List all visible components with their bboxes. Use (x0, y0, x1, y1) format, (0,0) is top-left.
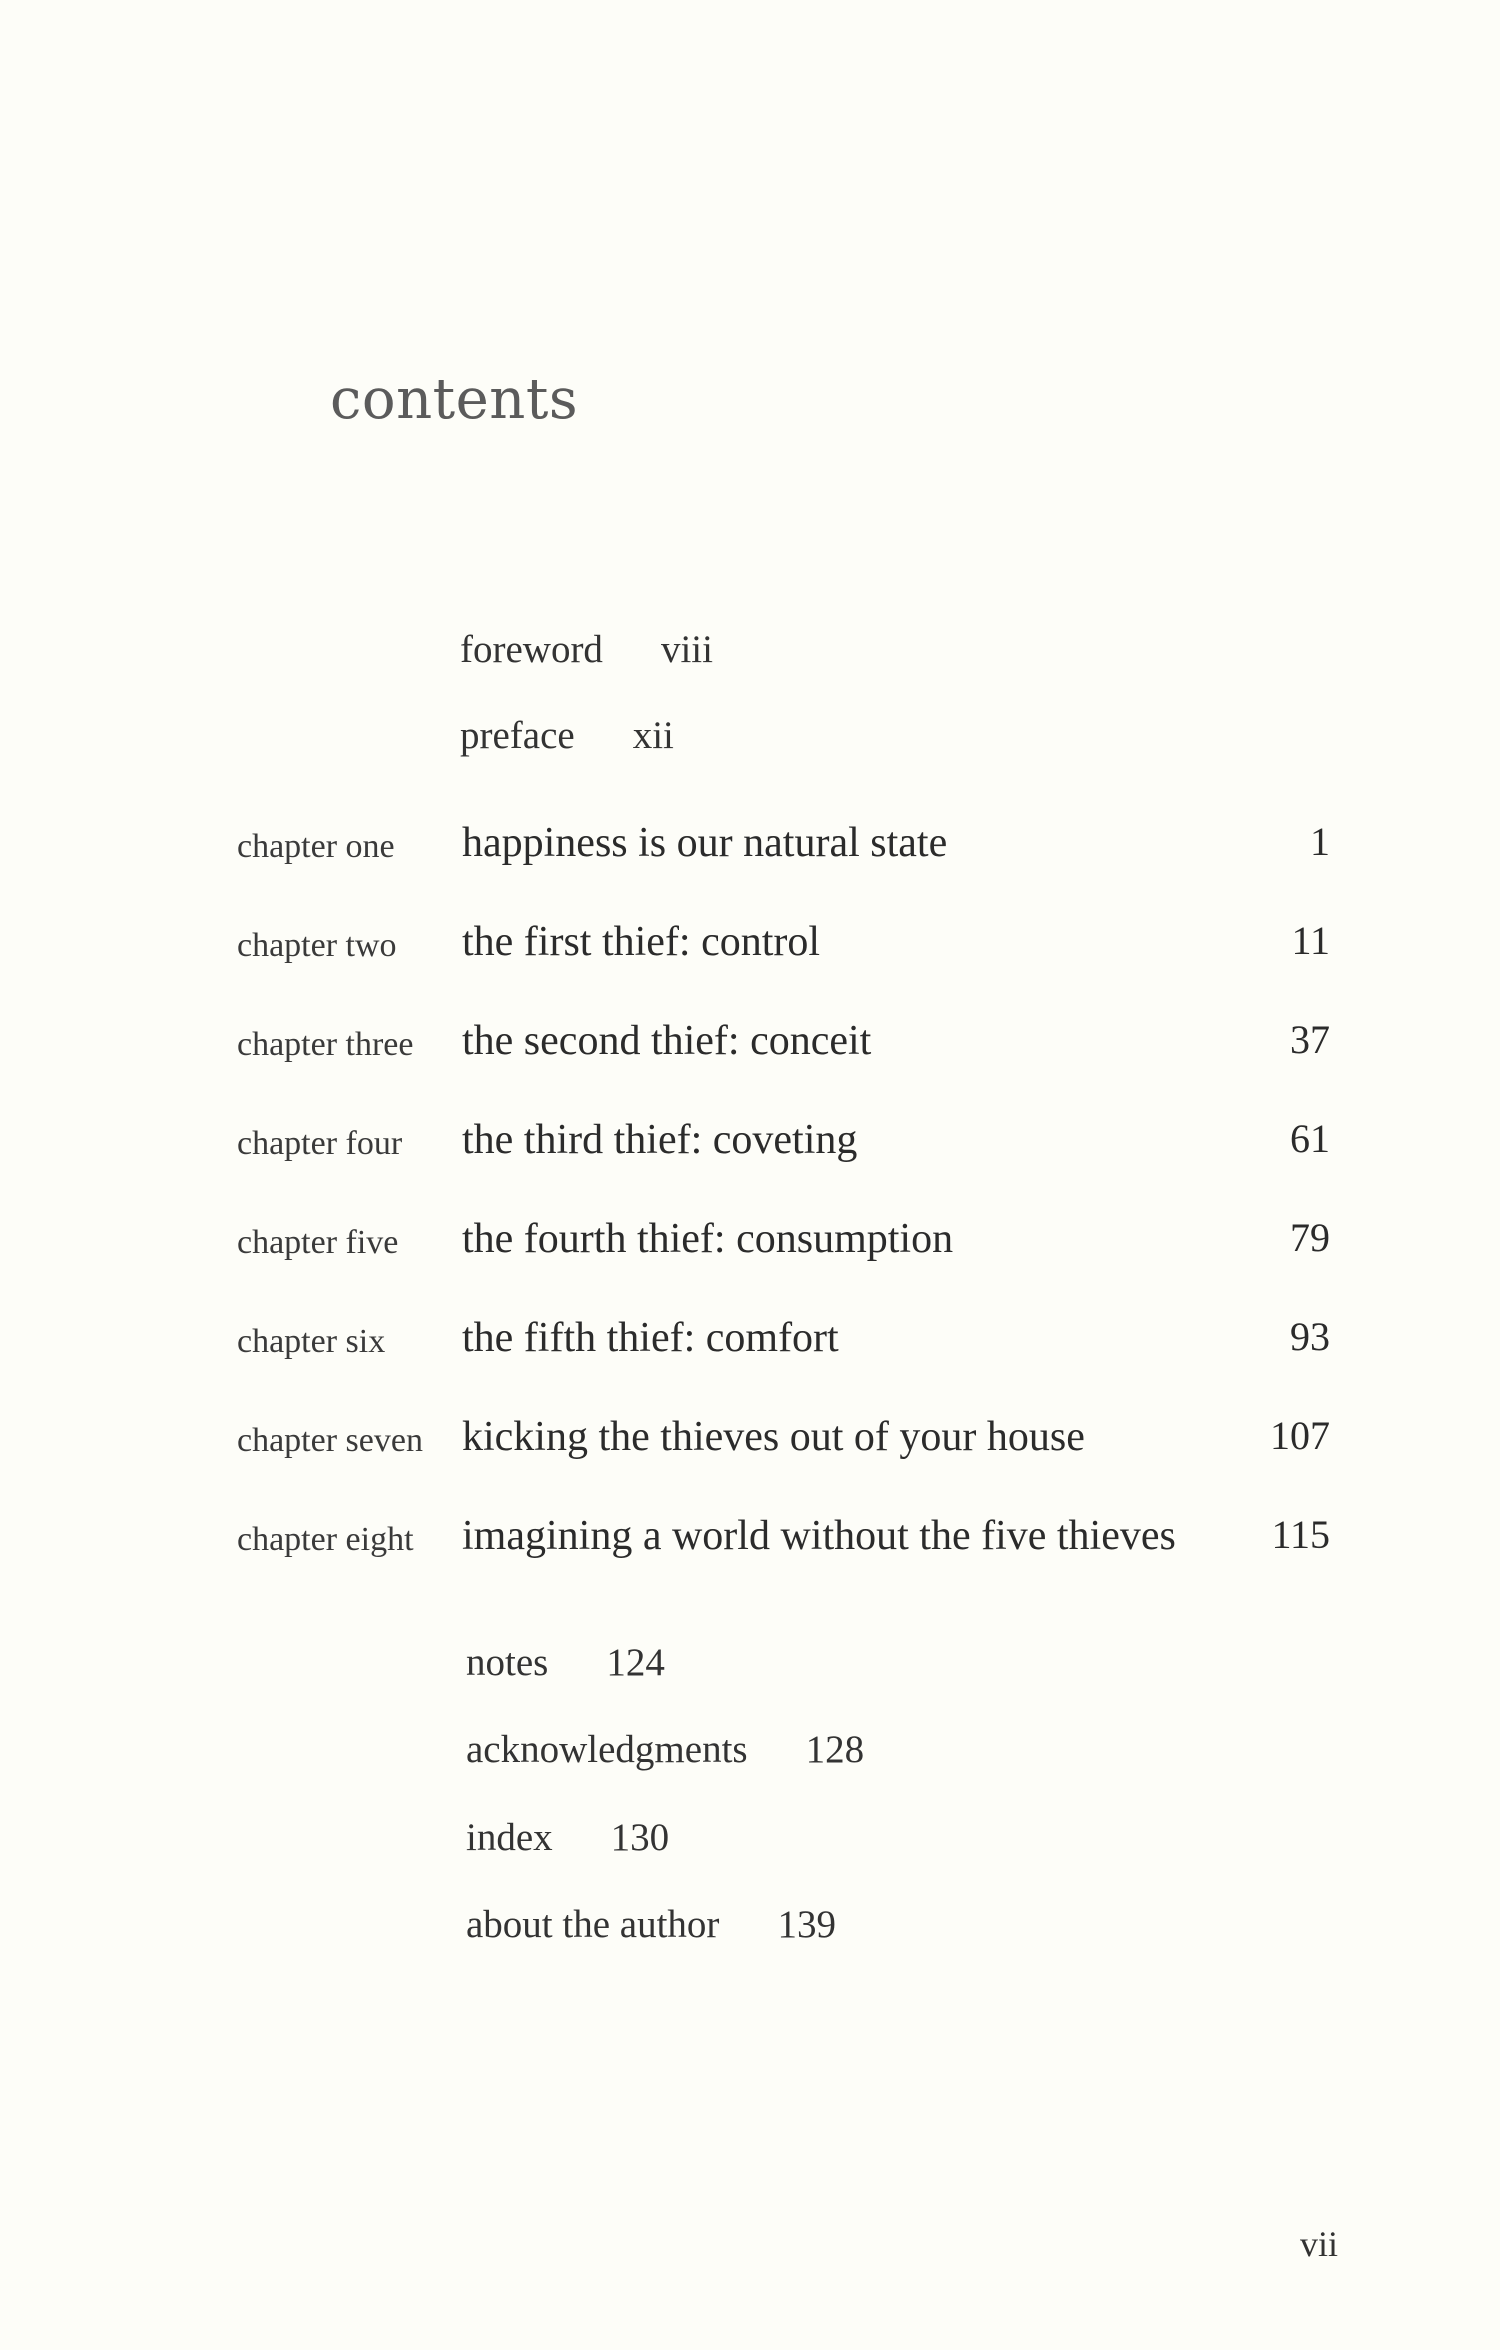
front-matter-item-preface (460, 716, 674, 755)
chapter-title: the second thief: conceit (462, 1018, 872, 1064)
chapter-row (0, 1314, 1500, 1377)
chapter-title: the fifth thief: comfort (462, 1315, 839, 1361)
chapter-title: kicking the thieves out of your house (462, 1414, 1085, 1460)
chapter-row (0, 1512, 1500, 1575)
chapter-label: chapter one (237, 828, 395, 865)
back-matter-item-about-the-author (466, 1905, 836, 1944)
back-matter-label: index (466, 1816, 553, 1859)
back-matter-label: notes (466, 1641, 549, 1684)
back-matter-page: 124 (606, 1641, 665, 1684)
front-matter-label: preface (460, 714, 575, 757)
chapter-page-number: 115 (1271, 1512, 1330, 1557)
back-matter-page: 128 (805, 1728, 865, 1771)
chapter-page-number: 93 (1290, 1314, 1330, 1359)
chapter-page-number: 61 (1290, 1116, 1330, 1161)
back-matter-page: 130 (610, 1816, 670, 1859)
chapter-label: chapter six (237, 1323, 386, 1360)
front-matter-item-foreword (460, 630, 713, 669)
chapter-title: imagining a world without the five thieves (462, 1513, 1176, 1559)
chapter-label: chapter five (237, 1224, 399, 1261)
back-matter-item-notes (466, 1643, 665, 1682)
chapter-title: the third thief: coveting (462, 1117, 858, 1163)
chapter-page-number: 107 (1270, 1413, 1330, 1458)
back-matter-label: acknowledgments (466, 1728, 748, 1771)
chapter-row (0, 1116, 1500, 1179)
chapter-row (0, 1017, 1500, 1080)
chapter-row (0, 918, 1500, 981)
back-matter-page: 139 (777, 1903, 836, 1946)
back-matter-item-acknowledgments (466, 1730, 864, 1769)
chapter-label: chapter four (237, 1125, 403, 1162)
front-matter-page: viii (660, 628, 713, 671)
chapter-page-number: 11 (1291, 918, 1330, 963)
chapter-title: the first thief: control (462, 919, 821, 965)
back-matter-item-index (466, 1818, 669, 1857)
chapter-row (0, 1215, 1500, 1278)
chapter-page-number: 1 (1310, 819, 1330, 864)
chapter-title: the fourth thief: consumption (462, 1216, 954, 1262)
chapter-label: chapter eight (237, 1521, 414, 1558)
chapter-row (0, 1413, 1500, 1476)
chapter-label: chapter seven (237, 1422, 423, 1459)
chapter-page-number: 79 (1290, 1215, 1330, 1260)
back-matter-label: about the author (466, 1903, 720, 1946)
chapter-page-number: 37 (1290, 1017, 1330, 1062)
page-title: contents (330, 367, 579, 432)
chapter-row (0, 819, 1500, 882)
front-matter-label: foreword (460, 628, 603, 671)
chapter-label: chapter two (237, 927, 397, 964)
page-folio: vii (1299, 2224, 1338, 2264)
front-matter-page: xii (632, 714, 674, 757)
chapter-label: chapter three (237, 1026, 414, 1063)
chapter-title: happiness is our natural state (462, 820, 948, 866)
